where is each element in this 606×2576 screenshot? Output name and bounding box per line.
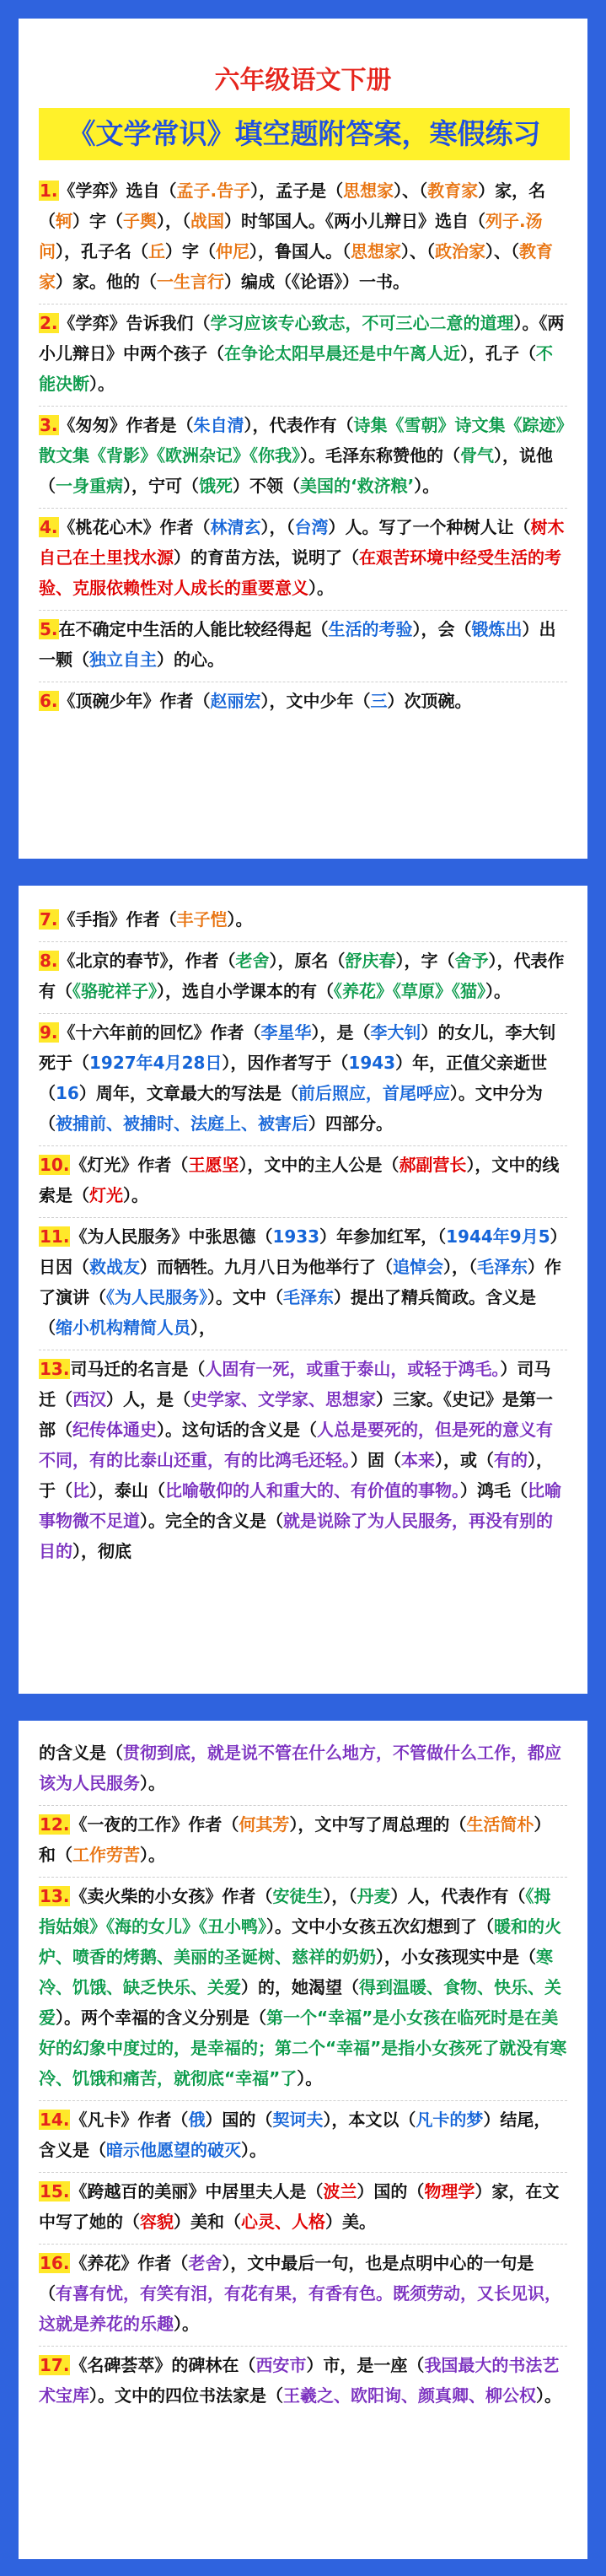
question-text: ），选自小学课本的有（ bbox=[157, 981, 334, 1001]
question-text: ）。文中（ bbox=[207, 1287, 283, 1307]
question-item bbox=[39, 512, 567, 611]
answer-text: 赵丽宏 bbox=[210, 691, 261, 711]
answer-text: 老舍 bbox=[235, 951, 270, 971]
question-number: 15. bbox=[40, 2181, 70, 2201]
answer-text: 波兰 bbox=[323, 2181, 357, 2201]
answer-text: 教育家 bbox=[39, 241, 553, 292]
question-list bbox=[39, 904, 567, 1573]
question-text: ），（ bbox=[157, 211, 190, 231]
answer-text: 在争论太阳早晨还是中午离人近 bbox=[224, 343, 460, 364]
question-text: ）的育苗方法，说明了（ bbox=[174, 547, 359, 568]
question-text: ）鸿毛（ bbox=[460, 1480, 528, 1501]
answer-text: 被捕前、被捕时、法庭上、被害后 bbox=[56, 1113, 308, 1134]
question-text: ）三家。《史记》是第一部（ bbox=[39, 1389, 553, 1440]
question-text: 《北京的春节》，作者（ bbox=[58, 951, 236, 971]
question-number: 16. bbox=[40, 2253, 70, 2273]
question-text: ），会（ bbox=[412, 619, 472, 639]
answer-text: 凡卡的梦 bbox=[416, 2110, 484, 2130]
answer-text: 朱自清 bbox=[193, 415, 244, 435]
question-text: ）家，在文中写了她的（ bbox=[39, 2181, 560, 2232]
answer-text: 追悼会 bbox=[393, 1257, 443, 1277]
question-text: ）。文中小女孩五次幻想到了（ bbox=[266, 1916, 494, 1937]
question-text: ），文中的主人公是（ bbox=[239, 1155, 400, 1175]
question-item bbox=[39, 2104, 567, 2173]
question-text: 《为人民服务》中张思德（ bbox=[70, 1226, 273, 1247]
answer-text: 丰子恺 bbox=[176, 909, 228, 930]
question-text: ）提出了精兵简政。含义是（ bbox=[39, 1287, 536, 1338]
question-number: 13. bbox=[40, 1886, 70, 1906]
question-item bbox=[39, 614, 567, 682]
question-text: ）。 bbox=[308, 578, 334, 598]
answer-text: 毛泽东 bbox=[477, 1257, 528, 1277]
question-item bbox=[39, 904, 567, 942]
question-text: ）出一颗（ bbox=[39, 619, 556, 670]
answer-text: 思想家 bbox=[343, 181, 394, 201]
question-item bbox=[39, 2350, 567, 2417]
question-text: ）。 bbox=[89, 374, 115, 394]
answer-text: 子舆 bbox=[123, 211, 157, 231]
answer-text: 不能决断 bbox=[39, 343, 553, 394]
answer-text: 暖和的火炉、喷香的烤鹅、美丽的圣诞树、慈祥的奶奶 bbox=[39, 1916, 561, 1967]
question-item bbox=[39, 2248, 567, 2347]
answer-text: 1927年4月28日 bbox=[89, 1053, 223, 1073]
answer-text: 人总是要死的，但是死的意义有不同，有的比泰山还重，有的比鸿毛还轻。 bbox=[39, 1420, 553, 1470]
question-text: ）人，代表作有（ bbox=[390, 1886, 526, 1906]
question-text: ），（ bbox=[323, 1886, 357, 1906]
answer-text: 教育家 bbox=[427, 181, 479, 201]
question-item bbox=[39, 410, 567, 509]
answer-text: 美国的‘救济粮’ bbox=[300, 476, 415, 496]
question-text: 《跨越百的美丽》中居里夫人是（ bbox=[70, 2181, 324, 2201]
question-text: ）字（ bbox=[72, 211, 123, 231]
question-text: ）。 bbox=[140, 1845, 165, 1865]
question-item bbox=[39, 1809, 567, 1878]
answer-text: 战国 bbox=[190, 211, 224, 231]
answer-text: 工作劳苦 bbox=[72, 1845, 140, 1865]
question-text: 《凡卡》作者（ bbox=[70, 2110, 189, 2130]
question-text: ）国的（ bbox=[205, 2110, 273, 2130]
question-text: ），说他（ bbox=[39, 445, 553, 496]
question-text: ），字（ bbox=[395, 951, 455, 971]
answer-text: 《为人民服务》 bbox=[106, 1287, 207, 1307]
question-item bbox=[39, 1017, 567, 1146]
answer-text: 寒冷、饥饿、缺乏快乐、关爱 bbox=[39, 1947, 553, 1997]
question-text: ）。 bbox=[297, 2068, 323, 2088]
question-text: ）周年，文章最大的写法是（ bbox=[78, 1083, 298, 1103]
answer-text: 饿死 bbox=[199, 476, 233, 496]
answer-text: 有喜有忧，有笑有泪，有花有果，有香有色。既须劳动，又长见识，这就是养花的乐趣 bbox=[39, 2283, 561, 2334]
answer-text: 容貌 bbox=[140, 2212, 174, 2232]
question-text: ），代表作有（ bbox=[39, 951, 565, 1001]
answer-text: 舒庆春 bbox=[345, 951, 396, 971]
question-text: ）。 bbox=[174, 2314, 199, 2334]
answer-text: 何其芳 bbox=[239, 1814, 290, 1835]
answer-text: 一生言行 bbox=[157, 272, 224, 292]
answer-text: 在艰苦环境中经受生活的考验、克服依赖性对人成长的重要意义 bbox=[39, 547, 561, 598]
answer-text: 史学家、文学家、思想家 bbox=[190, 1389, 376, 1409]
answer-text: 李星华 bbox=[260, 1022, 312, 1043]
answer-text: 契诃夫 bbox=[272, 2110, 324, 2130]
answer-text: 李大钊 bbox=[370, 1022, 421, 1043]
answer-text: 郝副营长 bbox=[399, 1155, 467, 1175]
answer-text: 学习应该专心致志，不可三心二意的道理 bbox=[210, 313, 514, 333]
question-number: 10. bbox=[40, 1155, 70, 1175]
answer-text: 就是说除了为人民服务，再没有别的目的 bbox=[39, 1511, 553, 1561]
question-text: ）和（ bbox=[39, 1814, 551, 1865]
question-text: 《十六年前的回忆》作者（ bbox=[58, 1022, 261, 1043]
answer-text: 西安市 bbox=[255, 2355, 307, 2375]
question-text: ）日因（ bbox=[39, 1226, 567, 1277]
answer-text: 安徒生 bbox=[272, 1886, 324, 1906]
question-text: ），（ bbox=[260, 517, 295, 537]
answer-text: 西汉 bbox=[72, 1389, 106, 1409]
answer-text: 有的 bbox=[494, 1450, 528, 1470]
question-item bbox=[39, 308, 567, 407]
question-text: ）四部分。 bbox=[308, 1113, 393, 1134]
question-text: ），本文以（ bbox=[323, 2110, 416, 2130]
answer-text: 王愿坚 bbox=[188, 1155, 239, 1175]
question-text: ）。文中的四位书法家是（ bbox=[89, 2385, 283, 2406]
answer-text: 《骆驼祥子》 bbox=[72, 981, 157, 1001]
answer-text: 前后照应，首尾呼应 bbox=[298, 1083, 450, 1103]
answer-text: 1944年9月5 bbox=[446, 1226, 550, 1247]
question-text: ）年，正值父亲逝世（ bbox=[39, 1053, 548, 1103]
question-text: ）。 bbox=[414, 476, 440, 496]
question-text: ）时邹国人。《两小儿辩日》选自（ bbox=[224, 211, 485, 231]
card-3 bbox=[19, 1721, 587, 2559]
question-text: ）美。 bbox=[325, 2212, 376, 2232]
question-text: ），（ bbox=[443, 1257, 477, 1277]
answer-text: 锻炼出 bbox=[471, 619, 523, 639]
answer-text: 生活的考验 bbox=[328, 619, 413, 639]
question-text: ），文中最后一句，也是点明中心的一句是（ bbox=[39, 2253, 534, 2304]
question-text: ）。文中分为（ bbox=[39, 1083, 543, 1134]
question-text: ），代表作有（ bbox=[244, 415, 354, 435]
question-number: 9. bbox=[40, 1022, 58, 1043]
answer-text: 1933 bbox=[272, 1226, 320, 1247]
question-text: 《名碑荟萃》的碑林在（ bbox=[70, 2355, 256, 2375]
question-text: ）的女儿，李大钊死于（ bbox=[39, 1022, 556, 1073]
answer-text: 人固有一死，或重于泰山，或轻于鸿毛。 bbox=[205, 1359, 501, 1379]
question-item bbox=[39, 2176, 567, 2245]
question-text: 司马迁的名言是（ bbox=[70, 1359, 206, 1379]
question-text: 《手指》作者（ bbox=[58, 909, 177, 930]
question-number: 13. bbox=[40, 1359, 70, 1379]
answer-text: 《拇指姑娘》《海的女儿》《丑小鸭》 bbox=[39, 1886, 551, 1937]
answer-text: 树木自己在土里找水源 bbox=[39, 517, 565, 568]
question-text: ）人，是（ bbox=[106, 1389, 190, 1409]
answer-text: 物理学 bbox=[424, 2181, 475, 2201]
answer-text: 比喻事物微不足道 bbox=[39, 1480, 561, 1531]
question-text: ），于（ bbox=[39, 1450, 553, 1501]
answer-text: 贯彻到底，就是说不管在什么地方，不管做什么工作，都应该为人民服务 bbox=[39, 1743, 561, 1793]
question-text: ）、（ bbox=[401, 241, 435, 261]
answer-text: 我国最大的书法艺术宝库 bbox=[39, 2355, 560, 2406]
answer-text: 丹麦 bbox=[357, 1886, 391, 1906]
question-text: ）市，是一座（ bbox=[306, 2355, 425, 2375]
answer-text: 毛泽东 bbox=[283, 1287, 334, 1307]
question-text: ），孟子是（ bbox=[250, 181, 344, 201]
question-number: 14. bbox=[40, 2110, 70, 2130]
question-text: ）而牺牲。九月八日为他举行了（ bbox=[140, 1257, 393, 1277]
question-text: ）的，她渴望（ bbox=[241, 1977, 359, 1997]
question-text: 《匆匆》作者是（ bbox=[58, 415, 194, 435]
question-item bbox=[39, 175, 567, 304]
question-list bbox=[39, 175, 567, 723]
answer-text: 救战友 bbox=[89, 1257, 140, 1277]
question-text: ），鲁国人。（ bbox=[249, 241, 351, 261]
question-text: ）。 bbox=[227, 909, 253, 930]
question-text: ）国的（ bbox=[357, 2181, 425, 2201]
question-text: ）人。写了一个种树人让（ bbox=[328, 517, 531, 537]
question-number: 6. bbox=[40, 691, 58, 711]
answer-text: 第一个“幸福”是小女孩在临死时是在美好的幻象中度过的，是幸福的；第二个“幸福”是指小女孩死了就没有寒冷、饥饿和痛苦，就彻底“幸福”了 bbox=[39, 2007, 567, 2088]
answer-text: 轲 bbox=[56, 211, 72, 231]
question-text: ）司马迁（ bbox=[39, 1359, 551, 1409]
question-text: ），文中写了周总理的（ bbox=[289, 1814, 467, 1835]
question-text: 在不确定中生活的人能比较经得起（ bbox=[58, 619, 329, 639]
question-text: ），泰山（ bbox=[89, 1480, 165, 1501]
answer-text: 舍予 bbox=[454, 951, 489, 971]
question-number: 7. bbox=[40, 909, 58, 930]
question-text: ）。毛泽东称赞他的（ bbox=[300, 445, 460, 466]
question-text: ），文中少年（ bbox=[260, 691, 371, 711]
question-text: ）编成（《论语》）一书。 bbox=[224, 272, 410, 292]
question-text: ）。 bbox=[536, 2385, 561, 2406]
answer-text: 三 bbox=[370, 691, 388, 711]
question-text: ），小女孩现实中是（ bbox=[376, 1947, 536, 1967]
question-text: ）不领（ bbox=[233, 476, 300, 496]
question-text: ）。 bbox=[241, 2140, 266, 2160]
answer-text: 灯光 bbox=[89, 1185, 123, 1205]
question-number: 8. bbox=[40, 951, 58, 971]
question-text: ）。 bbox=[123, 1185, 148, 1205]
question-text: ），孔子（ bbox=[460, 343, 536, 364]
answer-text: 台湾 bbox=[294, 517, 329, 537]
question-text: ）结尾，含义是（ bbox=[39, 2110, 551, 2160]
question-item bbox=[39, 1354, 567, 1573]
question-text: ）。《两小儿辩日》中两个孩子（ bbox=[39, 313, 565, 364]
question-text: ）的心。 bbox=[157, 649, 224, 670]
question-list bbox=[39, 1738, 567, 2417]
question-text: ），宁可（ bbox=[123, 476, 199, 496]
question-text: ）。 bbox=[485, 981, 511, 1001]
answer-text: 缩小机构精简人员 bbox=[56, 1318, 190, 1338]
question-text: 《灯光》作者（ bbox=[70, 1155, 189, 1175]
question-item bbox=[39, 946, 567, 1014]
answer-text: 丘 bbox=[148, 241, 165, 261]
question-item bbox=[39, 1738, 567, 1806]
question-text: ），因作者写于（ bbox=[222, 1053, 349, 1073]
question-text: ）。 bbox=[140, 1773, 165, 1793]
answer-text: 比喻敬仰的人和重大的、有价值的事物。 bbox=[165, 1480, 460, 1501]
answer-text: 俄 bbox=[188, 2110, 206, 2130]
question-number: 12. bbox=[40, 1814, 70, 1835]
question-number: 4. bbox=[40, 517, 58, 537]
question-text: ）。这句话的含义是（ bbox=[157, 1420, 317, 1440]
question-number: 17. bbox=[40, 2355, 70, 2375]
question-item bbox=[39, 1221, 567, 1350]
question-text: ），彻底 bbox=[72, 1541, 131, 1561]
answer-text: 孟子.告子 bbox=[176, 181, 251, 201]
question-text: 《桃花心木》作者（ bbox=[58, 517, 211, 537]
question-number: 11. bbox=[40, 1226, 70, 1247]
question-number: 2. bbox=[40, 313, 58, 333]
question-text: ），文中的线索是（ bbox=[39, 1155, 560, 1205]
answer-text: 比 bbox=[72, 1480, 89, 1501]
question-text: ）家，名（ bbox=[39, 181, 546, 231]
question-text: 《学弈》选自（ bbox=[58, 181, 177, 201]
question-text: ），是（ bbox=[311, 1022, 371, 1043]
question-text: ）美和（ bbox=[174, 2212, 241, 2232]
question-text: ）、（ bbox=[394, 181, 428, 201]
answer-text: 一身重病 bbox=[56, 476, 123, 496]
question-text: ）家。他的（ bbox=[56, 272, 157, 292]
question-item bbox=[39, 686, 567, 723]
card-1 bbox=[19, 19, 587, 859]
question-text: 《一夜的工作》作者（ bbox=[70, 1814, 239, 1835]
question-text: 《顶碗少年》作者（ bbox=[58, 691, 211, 711]
answer-text: 16 bbox=[56, 1083, 79, 1103]
card-2 bbox=[19, 886, 587, 1694]
question-text: ）。完全的含义是（ bbox=[140, 1511, 283, 1531]
question-text: ）固（ bbox=[351, 1450, 401, 1470]
answer-text: 政治家 bbox=[435, 241, 485, 261]
answer-text: 王羲之、欧阳询、颜真卿、柳公权 bbox=[283, 2385, 536, 2406]
page-title: 六年级语文下册 bbox=[214, 66, 392, 95]
page-subtitle: 《文学常识》填空题附答案，寒假练习 bbox=[39, 108, 570, 160]
answer-text: 暗示他愿望的破灭 bbox=[106, 2140, 241, 2160]
answer-text: 心灵、人格 bbox=[241, 2212, 325, 2232]
question-number: 5. bbox=[40, 619, 58, 639]
question-text: ），孔子名（ bbox=[56, 241, 148, 261]
question-text: ）字（ bbox=[165, 241, 216, 261]
question-text: ），原名（ bbox=[269, 951, 346, 971]
question-text: ）年参加红军，（ bbox=[319, 1226, 447, 1247]
question-text: 《养花》作者（ bbox=[70, 2253, 189, 2273]
answer-text: 列子.汤问 bbox=[39, 211, 543, 261]
answer-text: 仲尼 bbox=[216, 241, 249, 261]
question-number: 1. bbox=[40, 181, 58, 201]
answer-text: 独立自主 bbox=[89, 649, 157, 670]
answer-text: 诗集《雪朝》诗文集《踪迹》散文集《背影》《欧洲杂记》《你我》 bbox=[39, 415, 565, 466]
question-text: ）， bbox=[190, 1318, 216, 1338]
answer-text: 得到温暖、食物、快乐、关爱 bbox=[39, 1977, 561, 2028]
answer-text: 思想家 bbox=[351, 241, 401, 261]
question-text: ），或（ bbox=[435, 1450, 494, 1470]
answer-text: 本来 bbox=[401, 1450, 435, 1470]
answer-text: 纪传体通史 bbox=[72, 1420, 157, 1440]
question-text: ）作了演讲（ bbox=[39, 1257, 561, 1307]
question-text: 《学弈》告诉我们（ bbox=[58, 313, 211, 333]
question-item bbox=[39, 1881, 567, 2101]
question-text: ）。两个幸福的含义分别是（ bbox=[56, 2007, 266, 2028]
answer-text: 骨气 bbox=[460, 445, 494, 466]
question-number: 3. bbox=[40, 415, 58, 435]
question-text: 的含义是（ bbox=[39, 1743, 123, 1763]
question-text: 《卖火柴的小女孩》作者（ bbox=[70, 1886, 273, 1906]
answer-text: 老舍 bbox=[188, 2253, 223, 2273]
question-text: ）次顶碗。 bbox=[387, 691, 472, 711]
answer-text: 生活简朴 bbox=[466, 1814, 534, 1835]
answer-text: 林清玄 bbox=[210, 517, 261, 537]
question-text: ）、（ bbox=[485, 241, 519, 261]
answer-text: 《养花》《草原》《猫》 bbox=[334, 981, 485, 1001]
question-item bbox=[39, 1150, 567, 1218]
answer-text: 1943 bbox=[348, 1053, 396, 1073]
